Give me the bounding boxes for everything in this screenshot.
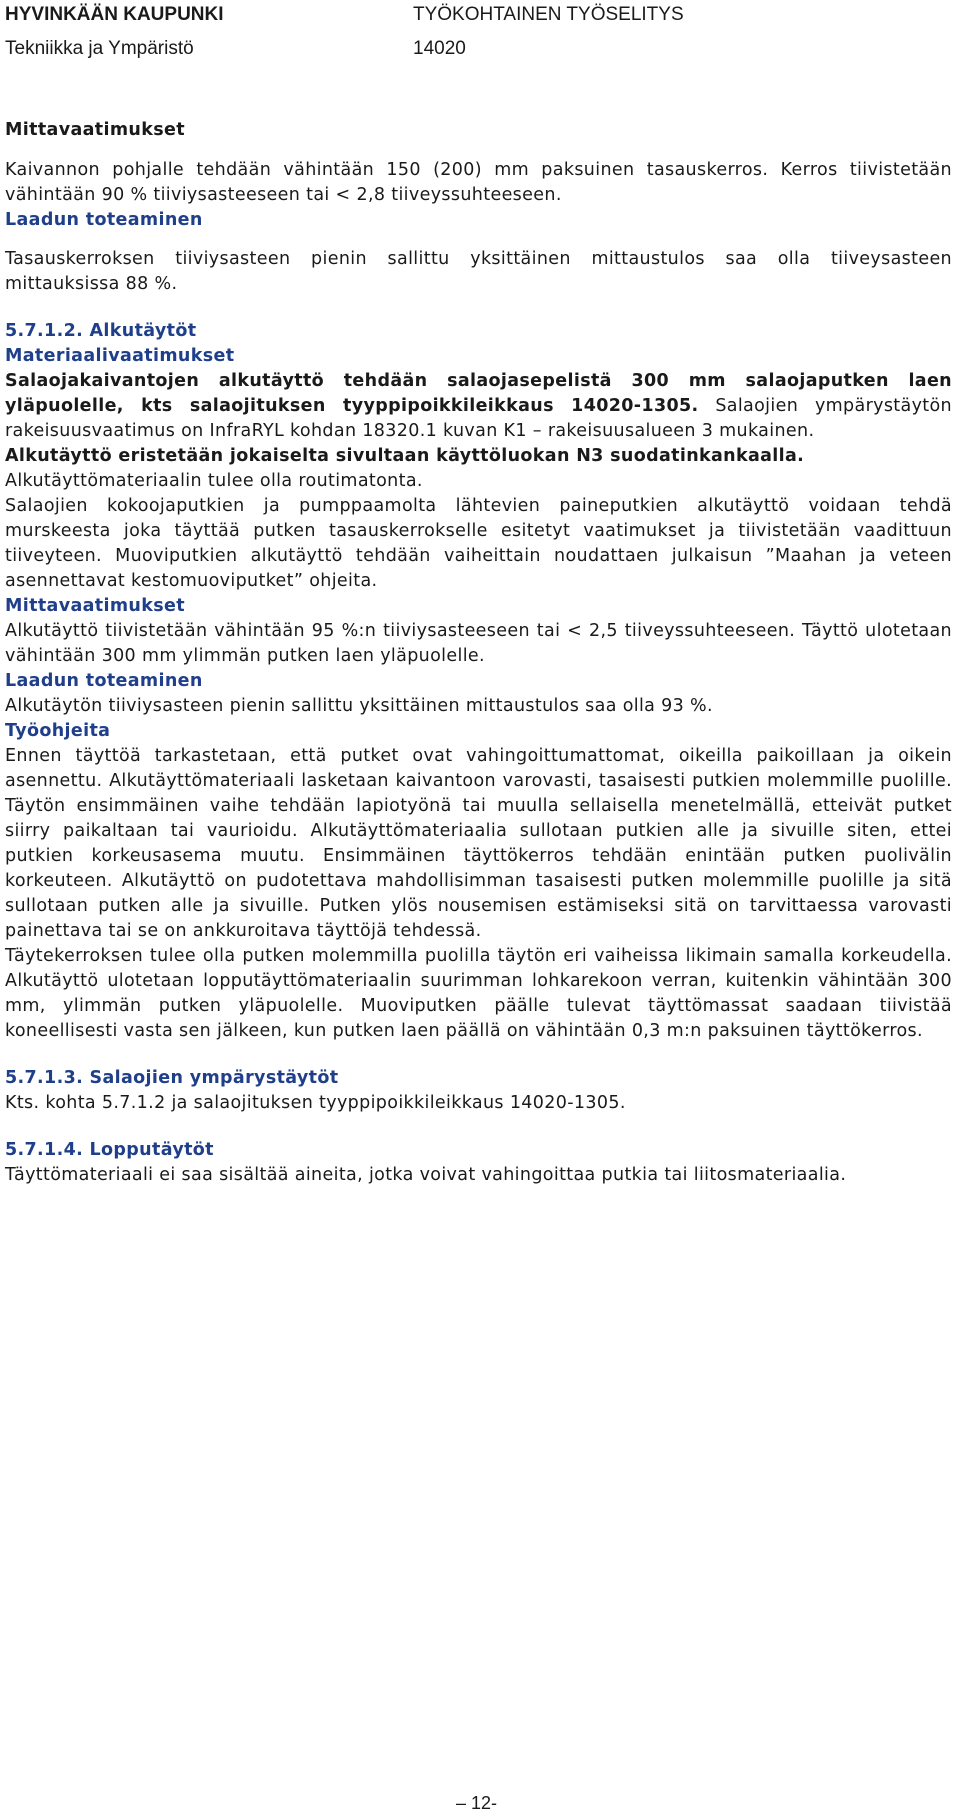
section-title-5-7-1-3: 5.7.1.3. Salaojien ympärystäytöt	[5, 1068, 339, 1088]
initial-fill-gradation-text: Salaojien ympärystäytön rakeisuusvaatimus on InfraRYL kohdan 18320.1 kuvan K1 –	[5, 396, 952, 441]
paragraph-collector-pipes: Salaojien kokoojaputkien ja pumppaamolta lähtevien paineputkien alkutäyttö voidaan tehdä murskeesta joka täyttää putken tasauskerrokselle esitetyt vaatimukset ja tiivistetään vaadittuun tiiveyteen. Muoviputkien alkutäyttö tehdään vaiheittain noudattaen julkaisun ”Maahan ja veteen asennettavat kestomuoviputket” ohjeita.	[5, 496, 952, 591]
header-org: HYVINKÄÄN KAUPUNKI	[5, 4, 224, 25]
header-dept: Tekniikka ja Ympäristö	[5, 38, 194, 59]
paragraph-frost-free: Alkutäyttömateriaalin tulee olla routimatonta.	[5, 471, 423, 491]
section-heading-quality: Laadun toteaminen	[5, 210, 203, 230]
section-heading-quality-2: Laadun toteaminen	[5, 671, 203, 691]
paragraph-surround-fill: Kts. kohta 5.7.1.2 ja salaojituksen tyyppipoikkileikkaus 14020-1305.	[5, 1093, 626, 1113]
section-heading-measurement-2: Mittavaatimukset	[5, 596, 185, 616]
paragraph-geotextile: Alkutäyttö eristetään jokaiselta sivultaan käyttöluokan N3 suodatinkankaalla.	[5, 446, 805, 466]
page-number: – 12-	[456, 1793, 498, 1813]
paragraph-compaction: Alkutäyttö tiivistetään vähintään 95 %:n tiiviysasteeseen tai < 2,5 tiiveyssuhteeseen. Täyttö ulotetaan vähintään 300 mm ylimmän putken laen yläpuolelle.	[5, 621, 952, 666]
paragraph-work-instructions: Ennen täyttöä tarkastetaan, että putket ovat vahingoittumattomat, oikeilla paikoillaan ja oikein asennettu. Alkutäyttömateriaali lasketaan kaivantoon varovasti, tasaisesti putkien molemmille puolille. Täytön ensimmäinen vaihe tehdään lapiotyönä tai muulla sellaisella menetelmällä, etteivät putket siirry paikaltaan tai vaurioidu. Alkutäyttömateriaalia sullotaan putkien alle ja sivuille siten, ettei putkien korkeusasema muutu. Ensimmäinen täyttökerros tehdään enintään putken puolivälin korkeuteen. Alkutäyttö on pudotettava mahdollisimman tasaisesti putken molemmille puolille ja sitä sullotaan putken alle ja sivuille. Putken ylös nousemisen estämiseksi sitä on tarvittaessa varovasti painettava tai se on ankkuroitava täyttöjä tehdessä.	[5, 746, 952, 941]
paragraph-fill-layers: Täytekerroksen tulee olla putken molemmilla puolilla täytön eri vaiheissa likimain samalla korkeudella. Alkutäyttö ulotetaan lopputäyttömateriaalin suurimman lohkarekoon verran, kuitenkin vähintään 300 mm, ylimmän putken yläpuolelle. Muoviputken päälle tulevat täyttömassat saadaan tiivistää koneellisesti vasta sen jälkeen, kun putken laen päällä on vähintään 0,3 m:n paksuinen täyttökerros.	[5, 946, 952, 1041]
section-heading-material: Materiaalivaatimukset	[5, 346, 235, 366]
paragraph-leveling-quality: Tasauskerroksen tiiviysasteen pienin sallittu yksittäinen mittaustulos saa olla tiiveysasteen mittauksissa 88 %.	[5, 249, 952, 294]
section-title-5-7-1-4: 5.7.1.4. Lopputäytöt	[5, 1140, 214, 1160]
initial-fill-gradation-text-end: rakeisuusalueen 3 mukainen.	[547, 421, 815, 441]
paragraph-compaction-quality: Alkutäytön tiiviysasteen pienin sallittu yksittäinen mittaustulos saa olla 93 %.	[5, 696, 713, 716]
section-title-5-7-1-2: 5.7.1.2. Alkutäytöt	[5, 321, 197, 341]
header-doc-type: TYÖKOHTAINEN TYÖSELITYS	[413, 4, 684, 25]
initial-fill-bold-text: Salaojakaivantojen alkutäyttö tehdään salaojasepelistä 300 mm salaojaputken laen yläpuolelle, kts salaojituksen tyyppipoikkileikkaus 14020-1305.	[5, 371, 952, 416]
paragraph-leveling-layer: Kaivannon pohjalle tehdään vähintään 150 (200) mm paksuinen tasauskerros. Kerros tiivistetään vähintään 90 % tiiviysasteeseen tai < 2,8 tiiveyssuhteeseen.	[5, 160, 952, 205]
header-doc-code: 14020	[413, 38, 466, 59]
section-heading-work-instructions: Työohjeita	[5, 721, 111, 741]
section-heading-measurement: Mittavaatimukset	[5, 120, 185, 140]
paragraph-final-fill: Täyttömateriaali ei saa sisältää aineita, jotka voivat vahingoittaa putkia tai liitosmateriaalia.	[5, 1165, 847, 1185]
paragraph-initial-fill-material	[5, 369, 952, 444]
document-body	[5, 118, 952, 1188]
